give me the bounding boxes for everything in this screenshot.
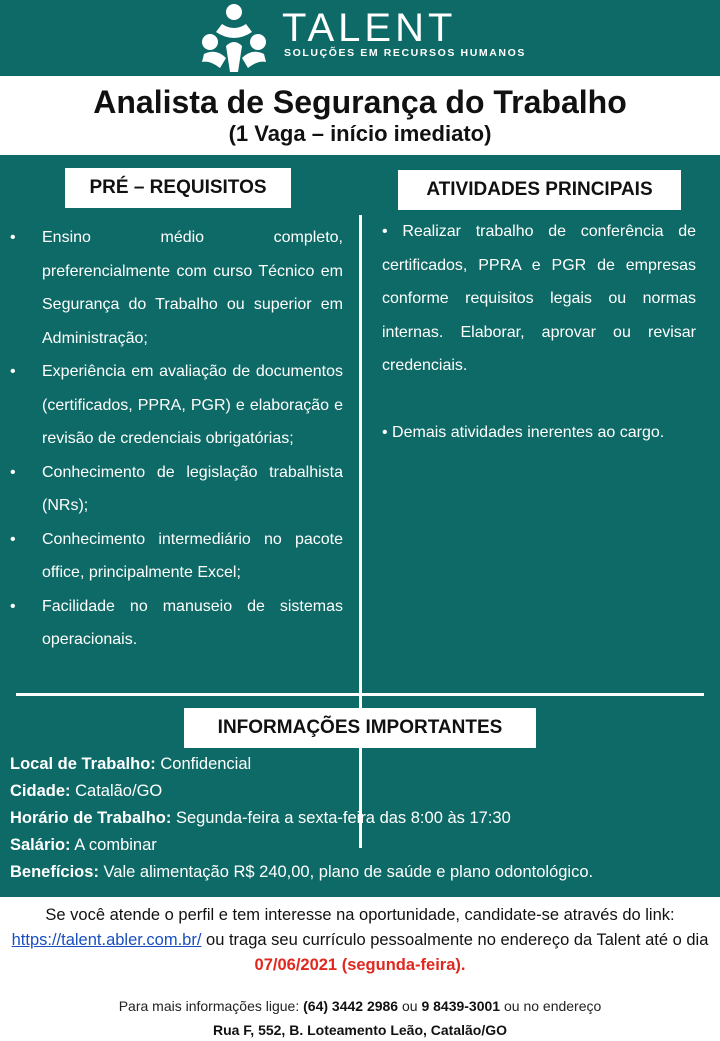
people-circle-logo-icon xyxy=(196,2,272,74)
call-to-action xyxy=(0,897,720,978)
contact-line xyxy=(0,978,720,1019)
requirement-text: Facilidade no manuseio de sistemas operacionais. xyxy=(42,597,343,648)
bullet-icon: • xyxy=(10,363,16,380)
info-local xyxy=(10,751,710,778)
list-item: • Realizar trabalho de conferência de certificados, PPRA e PGR de empresas conforme requisitos legais ou normas internas. Elaborar, aprovar ou revisar credenciais. xyxy=(382,223,696,374)
job-title-area xyxy=(0,76,720,156)
requirements-heading: PRÉ – REQUISITOS xyxy=(65,168,291,208)
info-hours-label: Horário de Trabalho: xyxy=(10,809,172,827)
info-local-label: Local de Trabalho: xyxy=(10,755,156,773)
info-hours xyxy=(10,805,710,832)
list-item xyxy=(10,523,343,590)
info-salary-value: A combinar xyxy=(74,836,157,854)
deadline-date: 07/06/2021 (segunda-feira). xyxy=(254,956,466,974)
requirement-text: Conhecimento de legislação trabalhista (NRs); xyxy=(42,463,343,514)
list-item xyxy=(10,456,343,523)
requirement-text: Experiência em avaliação de documentos (certificados, PPRA, PGR) e elaboração e revisão de credenciais obrigatórias; xyxy=(42,363,343,447)
info-city-value: Catalão/GO xyxy=(75,782,163,800)
list-item: • Demais atividades inerentes ao cargo. xyxy=(382,423,665,441)
info-city-label: Cidade: xyxy=(10,782,71,800)
list-item xyxy=(10,221,343,355)
info-benefits-value: Vale alimentação R$ 240,00, plano de saúde e plano odontológico. xyxy=(103,863,594,881)
info-benefits xyxy=(10,859,710,886)
info-hours-value: Segunda-feira a sexta-feira das 8:00 às 17:30 xyxy=(175,809,511,827)
bullet-icon: • xyxy=(10,530,16,548)
list-item xyxy=(10,355,343,456)
phone-number-2: 9 8439-3001 xyxy=(421,998,501,1014)
address: Rua F, 552, B. Loteamento Leão, Catalão/GO xyxy=(212,1022,508,1038)
contact-text-1: Para mais informações ligue: xyxy=(118,998,304,1014)
job-subtitle: (1 Vaga – início imediato) xyxy=(228,121,492,146)
requirement-text: Ensino médio completo, preferencialmente com curso Técnico em Segurança do Trabalho ou superior em Administração; xyxy=(42,229,343,347)
activities-heading: ATIVIDADES PRINCIPAIS xyxy=(398,170,681,210)
info-heading: INFORMAÇÕES IMPORTANTES xyxy=(184,708,536,748)
activities-list xyxy=(382,215,696,449)
requirements-list xyxy=(10,221,343,657)
cta-text-1: Se você atende o perfil e tem interesse na oportunidade, candidate-se através do link: xyxy=(45,906,675,924)
main-panel xyxy=(0,155,720,897)
list-item xyxy=(10,590,343,657)
brand-subtitle: SOLUÇÕES EM RECURSOS HUMANOS xyxy=(284,47,526,59)
requirement-text: Conhecimento intermediário no pacote office, principalmente Excel; xyxy=(42,530,343,581)
contact-text-2: ou xyxy=(398,998,422,1014)
contact-text-3: ou no endereço xyxy=(500,998,602,1014)
info-block xyxy=(10,751,710,886)
footer xyxy=(0,897,720,1040)
bullet-icon: • xyxy=(10,229,16,246)
bullet-icon: • xyxy=(10,597,16,615)
info-city xyxy=(10,778,710,805)
info-benefits-label: Benefícios: xyxy=(10,863,99,881)
application-link[interactable]: https://talent.abler.com.br/ xyxy=(11,931,202,949)
job-title: Analista de Segurança do Trabalho xyxy=(93,84,627,120)
cta-text-2: ou traga seu currículo pessoalmente no endereço da Talent até o dia xyxy=(201,931,709,949)
info-salary xyxy=(10,832,710,859)
section-divider xyxy=(16,693,704,696)
phone-number-1: (64) 3442 2986 xyxy=(303,998,399,1014)
info-salary-label: Salário: xyxy=(10,836,71,854)
header-banner xyxy=(0,0,720,76)
info-local-value: Confidencial xyxy=(160,755,252,773)
bullet-icon: • xyxy=(10,463,16,481)
brand-name: TALENT xyxy=(282,6,457,50)
